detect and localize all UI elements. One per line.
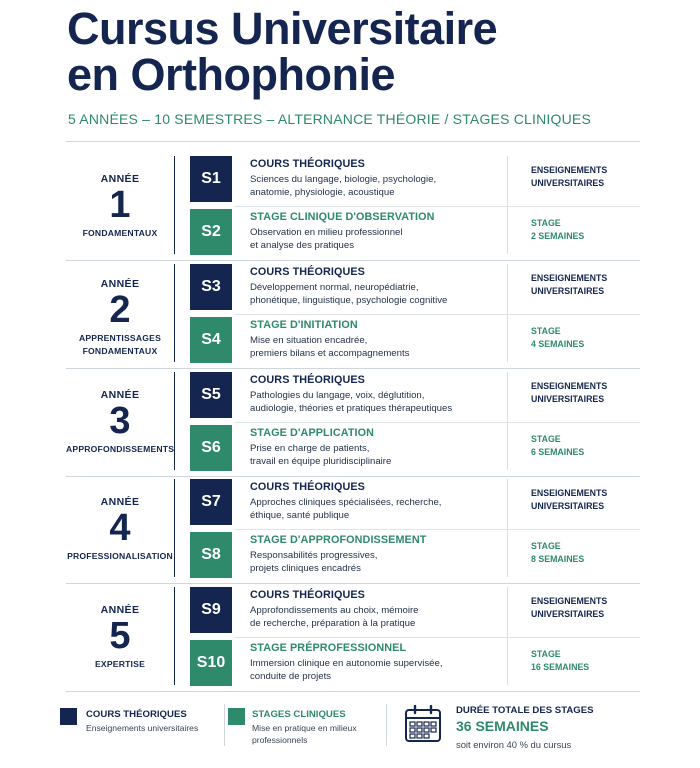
semester-badge: S4 bbox=[190, 317, 232, 363]
row-description-line: phonétique, linguistique, psychologie cognitive bbox=[250, 295, 448, 306]
row-description-line: Approches cliniques spécialisées, recherche, bbox=[250, 497, 442, 508]
year-divider-line bbox=[174, 372, 175, 470]
row-tag bbox=[531, 540, 641, 566]
year-separator bbox=[66, 260, 640, 261]
header-divider bbox=[66, 141, 640, 142]
semester-badge: S6 bbox=[190, 425, 232, 471]
year-label bbox=[66, 389, 174, 456]
legend-divider bbox=[386, 704, 387, 746]
semester-row bbox=[190, 317, 640, 367]
row-description bbox=[250, 657, 500, 683]
year-block bbox=[66, 372, 640, 478]
row-description-line: anatomie, physiologie, acoustique bbox=[250, 187, 395, 198]
row-separator bbox=[234, 206, 640, 207]
row-tag-line: STAGE bbox=[531, 649, 561, 659]
row-description-line: premiers bilans et accompagnements bbox=[250, 348, 410, 359]
year-block bbox=[66, 587, 640, 693]
row-tag bbox=[531, 433, 641, 459]
row-title: COURS THÉORIQUES bbox=[250, 589, 365, 601]
row-title: COURS THÉORIQUES bbox=[250, 481, 365, 493]
title-line-1: Cursus Universitaire bbox=[67, 3, 498, 54]
year-separator bbox=[66, 691, 640, 692]
page-subtitle: 5 ANNÉES – 10 SEMESTRES – ALTERNANCE THÉORIE / STAGES CLINIQUES bbox=[68, 111, 591, 127]
row-tag-line: 8 SEMAINES bbox=[531, 554, 585, 564]
row-separator bbox=[234, 314, 640, 315]
semester-badge: S2 bbox=[190, 209, 232, 255]
year-separator bbox=[66, 368, 640, 369]
year-number: 3 bbox=[109, 400, 131, 442]
row-tag bbox=[531, 487, 641, 513]
row-title: STAGE CLINIQUE D'OBSERVATION bbox=[250, 211, 435, 223]
year-divider-line bbox=[174, 479, 175, 577]
total-stages-note: soit environ 40 % du cursus bbox=[456, 739, 572, 750]
row-tag-line: 2 SEMAINES bbox=[531, 231, 585, 241]
row-description bbox=[250, 173, 500, 199]
year-divider-line bbox=[174, 156, 175, 254]
year-phase: FONDAMENTAUX bbox=[82, 346, 158, 356]
year-phase: APPROFONDISSEMENTS bbox=[66, 444, 175, 454]
row-title: COURS THÉORIQUES bbox=[250, 158, 365, 170]
year-block bbox=[66, 156, 640, 262]
row-tag-line: ENSEIGNEMENTS bbox=[531, 381, 608, 391]
legend-stage-swatch bbox=[228, 708, 245, 725]
row-description-line: Approfondissements au choix, mémoire bbox=[250, 605, 419, 616]
year-divider-line bbox=[174, 587, 175, 685]
year-word: ANNÉE bbox=[100, 278, 140, 290]
legend-theory-title: COURS THÉORIQUES bbox=[86, 709, 187, 720]
year-number: 2 bbox=[109, 289, 131, 331]
row-description bbox=[250, 281, 500, 307]
row-description bbox=[250, 604, 500, 630]
semester-badge: S9 bbox=[190, 587, 232, 633]
semester-row bbox=[190, 264, 640, 314]
row-description-line: projets cliniques encadrés bbox=[250, 563, 361, 574]
year-number: 4 bbox=[109, 507, 131, 549]
semester-badge: S10 bbox=[190, 640, 232, 686]
year-divider-line bbox=[174, 264, 175, 362]
row-tag-line: UNIVERSITAIRES bbox=[531, 178, 605, 188]
semester-row bbox=[190, 209, 640, 259]
semester-row bbox=[190, 372, 640, 422]
row-tag bbox=[531, 595, 641, 621]
legend-stage-desc-line: professionnels bbox=[252, 735, 308, 745]
year-label bbox=[66, 278, 174, 358]
row-description-line: Sciences du langage, biologie, psychologie, bbox=[250, 174, 437, 185]
row-description bbox=[250, 226, 500, 252]
year-phase: APPRENTISSAGES bbox=[78, 333, 162, 343]
legend-stage-title: STAGES CLINIQUES bbox=[252, 709, 346, 720]
row-title: COURS THÉORIQUES bbox=[250, 266, 365, 278]
semester-row bbox=[190, 532, 640, 582]
year-word: ANNÉE bbox=[100, 173, 140, 185]
semester-badge: S3 bbox=[190, 264, 232, 310]
calendar-icon bbox=[404, 705, 442, 743]
semester-badge: S8 bbox=[190, 532, 232, 578]
row-description-line: et analyse des pratiques bbox=[250, 240, 354, 251]
row-tag bbox=[531, 164, 641, 190]
semester-row bbox=[190, 425, 640, 475]
row-description-line: de recherche, préparation à la pratique bbox=[250, 618, 416, 629]
row-tag bbox=[531, 380, 641, 406]
row-tag-line: STAGE bbox=[531, 218, 561, 228]
total-stages-value: 36 SEMAINES bbox=[456, 718, 549, 734]
row-description-line: audiologie, théories et pratiques thérapeutiques bbox=[250, 403, 453, 414]
year-word: ANNÉE bbox=[100, 389, 140, 401]
page-title bbox=[67, 3, 498, 100]
row-separator bbox=[234, 422, 640, 423]
row-tag-line: ENSEIGNEMENTS bbox=[531, 165, 608, 175]
legend-stage-desc bbox=[252, 722, 357, 746]
row-title: STAGE PRÉPROFESSIONNEL bbox=[250, 642, 407, 654]
row-title: STAGE D'APPLICATION bbox=[250, 427, 375, 439]
row-title: STAGE D'APPROFONDISSEMENT bbox=[250, 534, 427, 546]
row-tag-line: ENSEIGNEMENTS bbox=[531, 273, 608, 283]
year-phase: FONDAMENTAUX bbox=[82, 228, 158, 238]
row-title: STAGE D'INITIATION bbox=[250, 319, 358, 331]
year-block bbox=[66, 479, 640, 585]
row-tag bbox=[531, 272, 641, 298]
row-tag bbox=[531, 648, 641, 674]
row-description-line: Prise en charge de patients, bbox=[250, 443, 370, 454]
row-tag-line: UNIVERSITAIRES bbox=[531, 286, 605, 296]
semester-row bbox=[190, 640, 640, 690]
row-title: COURS THÉORIQUES bbox=[250, 374, 365, 386]
title-line-2: en Orthophonie bbox=[67, 49, 395, 100]
year-label bbox=[66, 496, 174, 563]
year-label bbox=[66, 173, 174, 240]
row-tag-line: 4 SEMAINES bbox=[531, 339, 585, 349]
row-tag-line: STAGE bbox=[531, 541, 561, 551]
row-tag-line: UNIVERSITAIRES bbox=[531, 609, 605, 619]
row-description bbox=[250, 442, 500, 468]
legend-divider bbox=[224, 704, 225, 746]
row-separator bbox=[234, 637, 640, 638]
row-description-line: Immersion clinique en autonomie supervisée, bbox=[250, 658, 443, 669]
row-tag-line: STAGE bbox=[531, 434, 561, 444]
row-tag-line: 16 SEMAINES bbox=[531, 662, 590, 672]
row-description-line: Pathologies du langage, voix, déglutition, bbox=[250, 390, 425, 401]
row-tag-line: UNIVERSITAIRES bbox=[531, 394, 605, 404]
year-number: 1 bbox=[109, 184, 131, 226]
year-number: 5 bbox=[109, 615, 131, 657]
semester-row bbox=[190, 156, 640, 206]
year-phase: EXPERTISE bbox=[94, 659, 146, 669]
year-phase: PROFESSIONALISATION bbox=[67, 551, 173, 561]
row-description-line: Développement normal, neuropédiatrie, bbox=[250, 282, 419, 293]
legend-theory-swatch bbox=[60, 708, 77, 725]
row-description-line: travail en équipe pluridisciplinaire bbox=[250, 456, 392, 467]
semester-badge: S1 bbox=[190, 156, 232, 202]
semester-row bbox=[190, 479, 640, 529]
row-description bbox=[250, 549, 500, 575]
row-description bbox=[250, 334, 500, 360]
legend-stage-desc-line: Mise en pratique en milieux bbox=[252, 723, 357, 733]
row-description-line: Mise en situation encadrée, bbox=[250, 335, 368, 346]
row-tag bbox=[531, 217, 641, 243]
year-separator bbox=[66, 583, 640, 584]
row-description bbox=[250, 389, 500, 415]
row-description-line: conduite de projets bbox=[250, 671, 332, 682]
row-description bbox=[250, 496, 500, 522]
row-tag-line: UNIVERSITAIRES bbox=[531, 501, 605, 511]
year-label bbox=[66, 604, 174, 671]
row-tag-line: STAGE bbox=[531, 326, 561, 336]
legend-theory-desc: Enseignements universitaires bbox=[86, 723, 199, 733]
row-tag bbox=[531, 325, 641, 351]
row-separator bbox=[234, 529, 640, 530]
row-description-line: Responsabilités progressives, bbox=[250, 550, 378, 561]
row-description-line: Observation en milieu professionnel bbox=[250, 227, 403, 238]
semester-badge: S5 bbox=[190, 372, 232, 418]
row-tag-line: 6 SEMAINES bbox=[531, 447, 585, 457]
year-word: ANNÉE bbox=[100, 496, 140, 508]
total-stages-title: DURÉE TOTALE DES STAGES bbox=[456, 705, 594, 716]
year-word: ANNÉE bbox=[100, 604, 140, 616]
row-tag-line: ENSEIGNEMENTS bbox=[531, 488, 608, 498]
row-description-line: éthique, santé publique bbox=[250, 510, 350, 521]
row-tag-line: ENSEIGNEMENTS bbox=[531, 596, 608, 606]
semester-row bbox=[190, 587, 640, 637]
semester-badge: S7 bbox=[190, 479, 232, 525]
year-separator bbox=[66, 476, 640, 477]
year-block bbox=[66, 264, 640, 370]
